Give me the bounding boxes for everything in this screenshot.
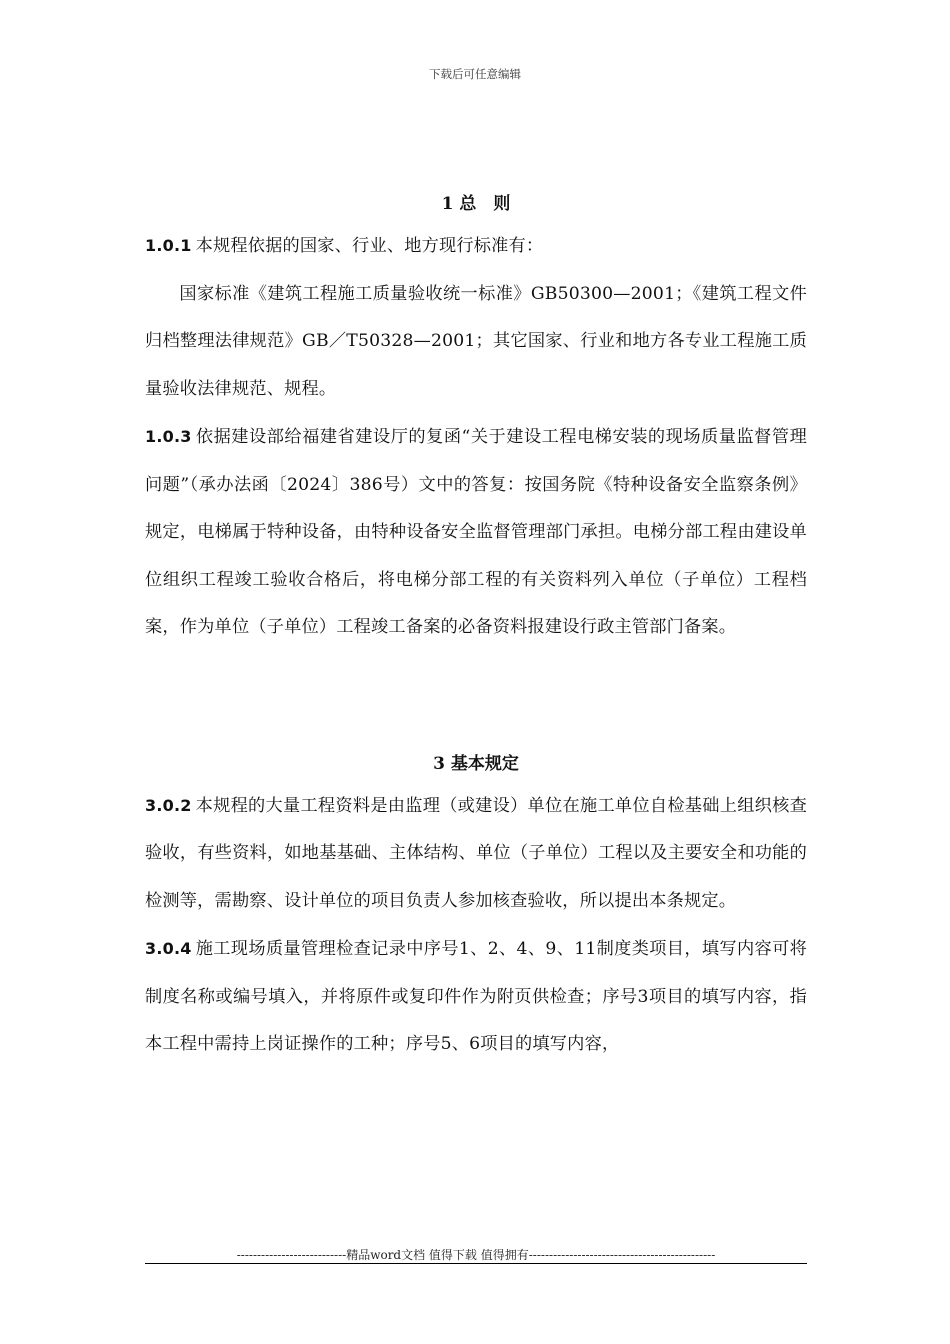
page-footer-text: ---------------------------精品word文档 值得下载 值得拥有----------------------------------------------	[236, 1248, 716, 1262]
clause-text: 本规程的大量工程资料是由监理（或建设）单位在施工单位自检基础上组织核查验收，有些资料，如地基基础、主体结构、单位（子单位）工程以及主要安全和功能的检测等，需勘察、设计单位的项目负责人参加核查验收，所以提出本条规定。	[145, 795, 807, 911]
clause-number: 3.0.2	[145, 795, 192, 815]
document-body	[145, 186, 807, 1069]
clause-text: 本规程依据的国家、行业、地方现行标准有：	[195, 236, 544, 256]
clause-3-0-4	[145, 925, 807, 1069]
clause-1-0-1	[145, 222, 807, 271]
footer-rule	[145, 1263, 807, 1264]
clause-1-0-3	[145, 413, 807, 652]
clause-3-0-2	[145, 782, 807, 926]
clause-number: 1.0.1	[145, 236, 192, 255]
clause-number: 3.0.4	[145, 939, 192, 958]
section-1-heading: 1 总 则	[441, 194, 511, 214]
standards-paragraph: 国家标准《建筑工程施工质量验收统一标准》GB50300—2001；《建筑工程文件归档整理法律规范》GB／T50328—2001；其它国家、行业和地方各专业工程施工质量验收法律规范、规程。	[145, 283, 807, 399]
clause-text: 施工现场质量管理检查记录中序号1、2、4、9、11制度类项目，填写内容可将制度名称或编号填入，并将原件或复印件作为附页供检查；序号3项目的填写内容，指本工程中需持上岗证操作的工种；序号5、6项目的填写内容，	[145, 939, 807, 1054]
clause-number: 1.0.3	[145, 427, 192, 446]
section-3-heading: 3 基本规定	[433, 753, 519, 774]
page-header-note: 下载后可任意编辑	[429, 67, 521, 81]
clause-text: 依据建设部给福建省建设厅的复函“关于建设工程电梯安装的现场质量监督管理问题”（承办法函〔2024〕386号）文中的答复：按国务院《特种设备安全监察条例》规定，电梯属于特种设备，由特种设备安全监督管理部门承担。电梯分部工程由建设单位组织工程竣工验收合格后，将电梯分部工程的有关资料列入单位（子单位）工程档案，作为单位（子单位）工程竣工备案的必备资料报建设行政主管部门备案。	[145, 427, 807, 637]
